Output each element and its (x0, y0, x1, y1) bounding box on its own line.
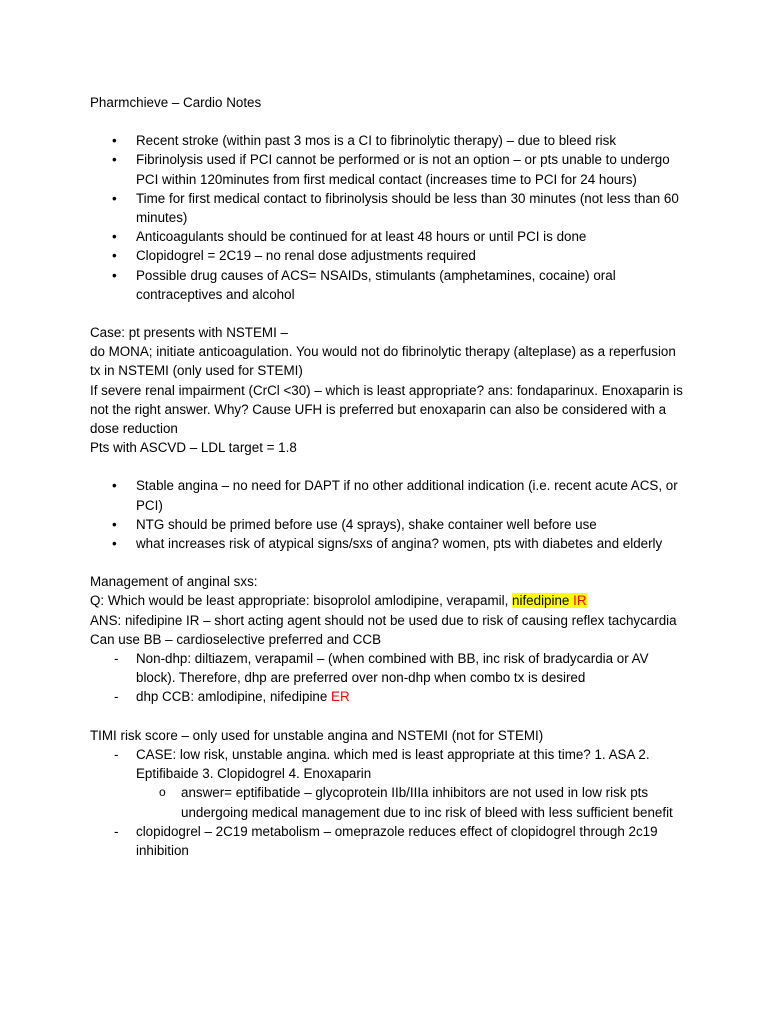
bullet-list-angina (90, 476, 685, 553)
list-item: • Anticoagulants should be continued for at least 48 hours or until PCI is done (90, 227, 685, 246)
highlighted-text (512, 593, 586, 608)
case-paragraph: do MONA; initiate anticoagulation. You would not do fibrinolytic therapy (alteplase) as a reperfusion tx in NSTEMI (only used for STEMI) (90, 344, 676, 379)
list-item: • Fibrinolysis used if PCI cannot be performed or is not an option – or pts unable to undergo PCI within 120minutes from first medical contact (increases time to PCI for 24 hours) (90, 150, 685, 188)
case-paragraph: Pts with ASCVD – LDL target = 1.8 (90, 440, 297, 456)
dash-list-ccb (90, 649, 685, 707)
document-body (90, 93, 685, 860)
timi-case: CASE: low risk, unstable angina. which med is least appropriate at this time? 1. ASA 2. Eptifibaide 3. Clopidogrel 4. Enoxaparin (136, 746, 650, 782)
list-item: • NTG should be primed before use (4 sprays), shake container well before use (90, 515, 685, 534)
management-heading: Management of anginal sxs: (90, 574, 258, 590)
list-item: - Non-dhp: diltiazem, verapamil – (when combined with BB, inc risk of bradycardia or AV block). Therefore, dhp are preferred over non-dhp when combo tx is desired (90, 649, 685, 687)
list-item (90, 687, 685, 706)
list-item: - clopidogrel – 2C19 metabolism – omeprazole reduces effect of clopidogrel through 2c19 inhibition (90, 822, 685, 860)
list-item: • Recent stroke (within past 3 mos is a CI to fibrinolytic therapy) – due to bleed risk (90, 131, 685, 150)
sub-list (136, 783, 685, 821)
list-item: • what increases risk of atypical signs/sxs of angina? women, pts with diabetes and elderly (90, 534, 685, 553)
case-heading: Case: pt presents with NSTEMI – (90, 325, 288, 341)
list-item: • Clopidogrel = 2C19 – no renal dose adjustments required (90, 246, 685, 265)
bullet-list-fibrinolysis (90, 131, 685, 304)
list-item-text: dhp CCB: amlodipine, nifedipine (136, 689, 332, 705)
sub-list-item: o answer= eptifibatide – glycoprotein IIb/IIIa inhibitors are not used in low risk pts undergoing medical management due to inc risk of bleed with less sufficient benefit (136, 783, 685, 821)
list-item: • Stable angina – no need for DAPT if no other additional indication (i.e. recent acute ACS, or PCI) (90, 476, 685, 514)
dash-list-timi (90, 745, 685, 860)
list-item: • Possible drug causes of ACS= NSAIDs, stimulants (amphetamines, cocaine) oral contraceptives and alcohol (90, 266, 685, 304)
list-item: • Time for first medical contact to fibrinolysis should be less than 30 minutes (not less than 60 minutes) (90, 189, 685, 227)
list-item (90, 745, 685, 822)
management-question (90, 591, 685, 610)
management-can-use: Can use BB – cardioselective preferred and CCB (90, 631, 382, 647)
page-title: Pharmchieve – Cardio Notes (90, 95, 262, 110)
red-text: ER (331, 689, 350, 705)
timi-heading: TIMI risk score – only used for unstable angina and NSTEMI (not for STEMI) (90, 727, 544, 743)
question-text: Q: Which would be least appropriate: bisoprolol amlodipine, verapamil, (90, 593, 513, 609)
management-answer: ANS: nifedipine IR – short acting agent should not be used due to risk of causing reflex tachycardia (90, 612, 677, 628)
case-paragraph: If severe renal impairment (CrCl <30) – which is least appropriate? ans: fondaparinux. Enoxaparin is not the right answer. Why? Cause UFH is preferred but enoxaparin can also be considered with a dose reduction (90, 382, 683, 437)
red-text: IR (573, 593, 587, 609)
highlighted-drug: nifedipine (512, 593, 574, 609)
